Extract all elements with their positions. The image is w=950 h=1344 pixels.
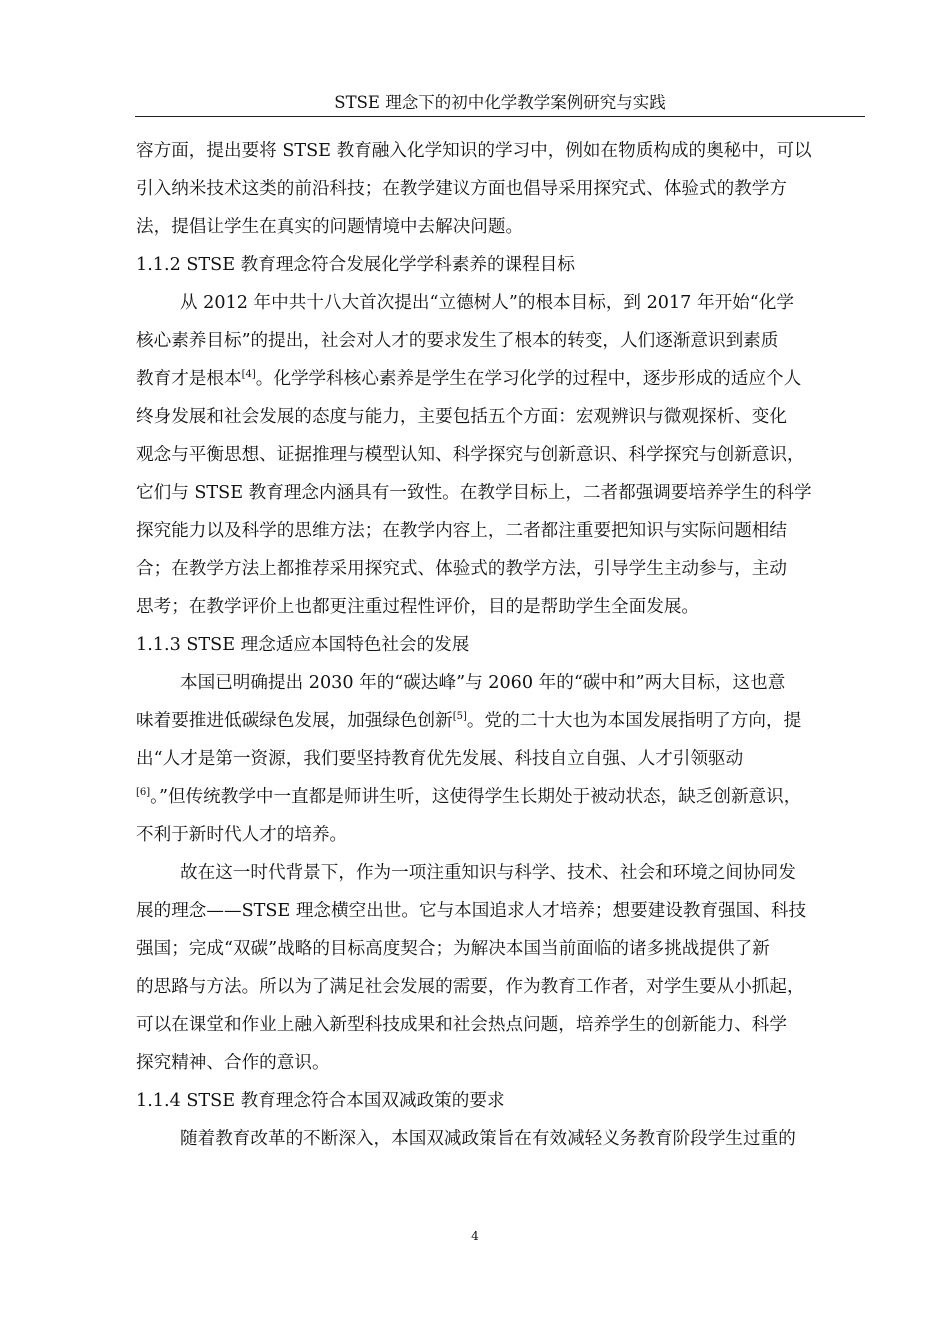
paragraph-line <box>136 170 864 208</box>
line-text: 1.1.2 STSE 教育理念符合发展化学学科素养的课程目标 <box>136 255 575 275</box>
line-text: 1.1.3 STSE 理念适应本国特色社会的发展 <box>136 635 470 655</box>
paragraph-line <box>136 512 864 550</box>
line-text: 法，提倡让学生在真实的问题情境中去解决问题。 <box>136 217 524 237</box>
paragraph-line <box>136 816 864 854</box>
paragraph-line <box>136 930 864 968</box>
paragraph-line <box>136 360 864 398</box>
line-text: 本国已明确提出 2030 年的“碳达峰”与 2060 年的“碳中和”两大目标，这也意 <box>180 673 786 693</box>
line-text-continued: 。”但传统教学中一直都是师讲生听，这使得学生长期处于被动状态，缺乏创新意识， <box>150 787 802 807</box>
section-heading <box>136 626 864 664</box>
paragraph-line <box>136 1044 864 1082</box>
section-heading <box>136 246 864 284</box>
paragraph-first-line <box>136 664 864 702</box>
paragraph-line <box>136 740 864 778</box>
citation-reference: [6] <box>136 787 151 799</box>
line-text: 从 2012 年中共十八大首次提出“立德树人”的根本目标，到 2017 年开始“化学 <box>180 293 794 313</box>
line-text: 的思路与方法。所以为了满足社会发展的需要，作为教育工作者，对学生要从小抓起， <box>136 977 805 997</box>
paragraph-first-line <box>136 854 864 892</box>
line-text-continued: 。党的二十大也为本国发展指明了方向，提 <box>466 711 802 731</box>
line-text: 出“人才是第一资源，我们要坚持教育优先发展、科技自立自强、人才引领驱动 <box>136 749 744 769</box>
paragraph-line <box>136 702 864 740</box>
citation-reference: [4] <box>241 369 256 381</box>
paragraph-first-line <box>136 1120 864 1158</box>
line-text: 合；在教学方法上都推荐采用探究式、体验式的教学方法，引导学生主动参与，主动 <box>136 559 787 579</box>
line-text: 强国；完成“双碳”战略的目标高度契合；为解决本国当前面临的诸多挑战提供了新 <box>136 939 770 959</box>
line-text: 探究精神、合作的意识。 <box>136 1053 330 1073</box>
paragraph-line <box>136 208 864 246</box>
page-number: 4 <box>471 1229 479 1243</box>
line-text: 随着教育改革的不断深入，本国双减政策旨在有效减轻义务教育阶段学生过重的 <box>180 1129 796 1149</box>
paragraph-line <box>136 436 864 474</box>
page-header <box>135 90 865 117</box>
line-text: 思考；在教学评价上也都更注重过程性评价，目的是帮助学生全面发展。 <box>136 597 700 617</box>
paragraph-line <box>136 398 864 436</box>
line-text: 故在这一时代背景下，作为一项注重知识与科学、技术、社会和环境之间协同发 <box>180 863 796 883</box>
line-text: 味着要推进低碳绿色发展，加强绿色创新 <box>136 711 453 731</box>
line-text: 可以在课堂和作业上融入新型科技成果和社会热点问题，培养学生的创新能力、科学 <box>136 1015 787 1035</box>
document-body <box>136 132 864 1158</box>
paragraph-line <box>136 1006 864 1044</box>
paragraph-line <box>136 322 864 360</box>
citation-reference: [5] <box>452 711 467 723</box>
paragraph-line <box>136 778 864 816</box>
line-text-continued: 。化学学科核心素养是学生在学习化学的过程中，逐步形成的适应个人 <box>255 369 802 389</box>
paragraph-line <box>136 474 864 512</box>
line-text: 探究能力以及科学的思维方法；在教学内容上，二者都注重要把知识与实际问题相结 <box>136 521 787 541</box>
paragraph-line <box>136 968 864 1006</box>
line-text: 终身发展和社会发展的态度与能力，主要包括五个方面：宏观辨识与微观探析、变化 <box>136 407 787 427</box>
header-title: STSE 理念下的初中化学教学案例研究与实践 <box>334 93 666 112</box>
paragraph-line <box>136 588 864 626</box>
paragraph-first-line <box>136 284 864 322</box>
line-text: 引入纳米技术这类的前沿科技；在教学建议方面也倡导采用探究式、体验式的教学方 <box>136 179 787 199</box>
line-text: 1.1.4 STSE 教育理念符合本国双减政策的要求 <box>136 1091 505 1111</box>
line-text: 教育才是根本 <box>136 369 242 389</box>
line-text: 核心素养目标”的提出，社会对人才的要求发生了根本的转变，人们逐渐意识到素质 <box>136 331 779 351</box>
line-text: 它们与 STSE 教育理念内涵具有一致性。在教学目标上，二者都强调要培养学生的科学 <box>136 483 812 503</box>
line-text: 观念与平衡思想、证据推理与模型认知、科学探究与创新意识、科学探究与创新意识， <box>136 445 805 465</box>
line-text: 容方面，提出要将 STSE 教育融入化学知识的学习中，例如在物质构成的奥秘中，可以 <box>136 141 812 161</box>
line-text: 不利于新时代人才的培养。 <box>136 825 348 845</box>
section-heading <box>136 1082 864 1120</box>
paragraph-line <box>136 892 864 930</box>
paragraph-line <box>136 550 864 588</box>
paragraph-line <box>136 132 864 170</box>
line-text: 展的理念——STSE 理念横空出世。它与本国追求人才培养；想要建设教育强国、科技 <box>136 901 807 921</box>
